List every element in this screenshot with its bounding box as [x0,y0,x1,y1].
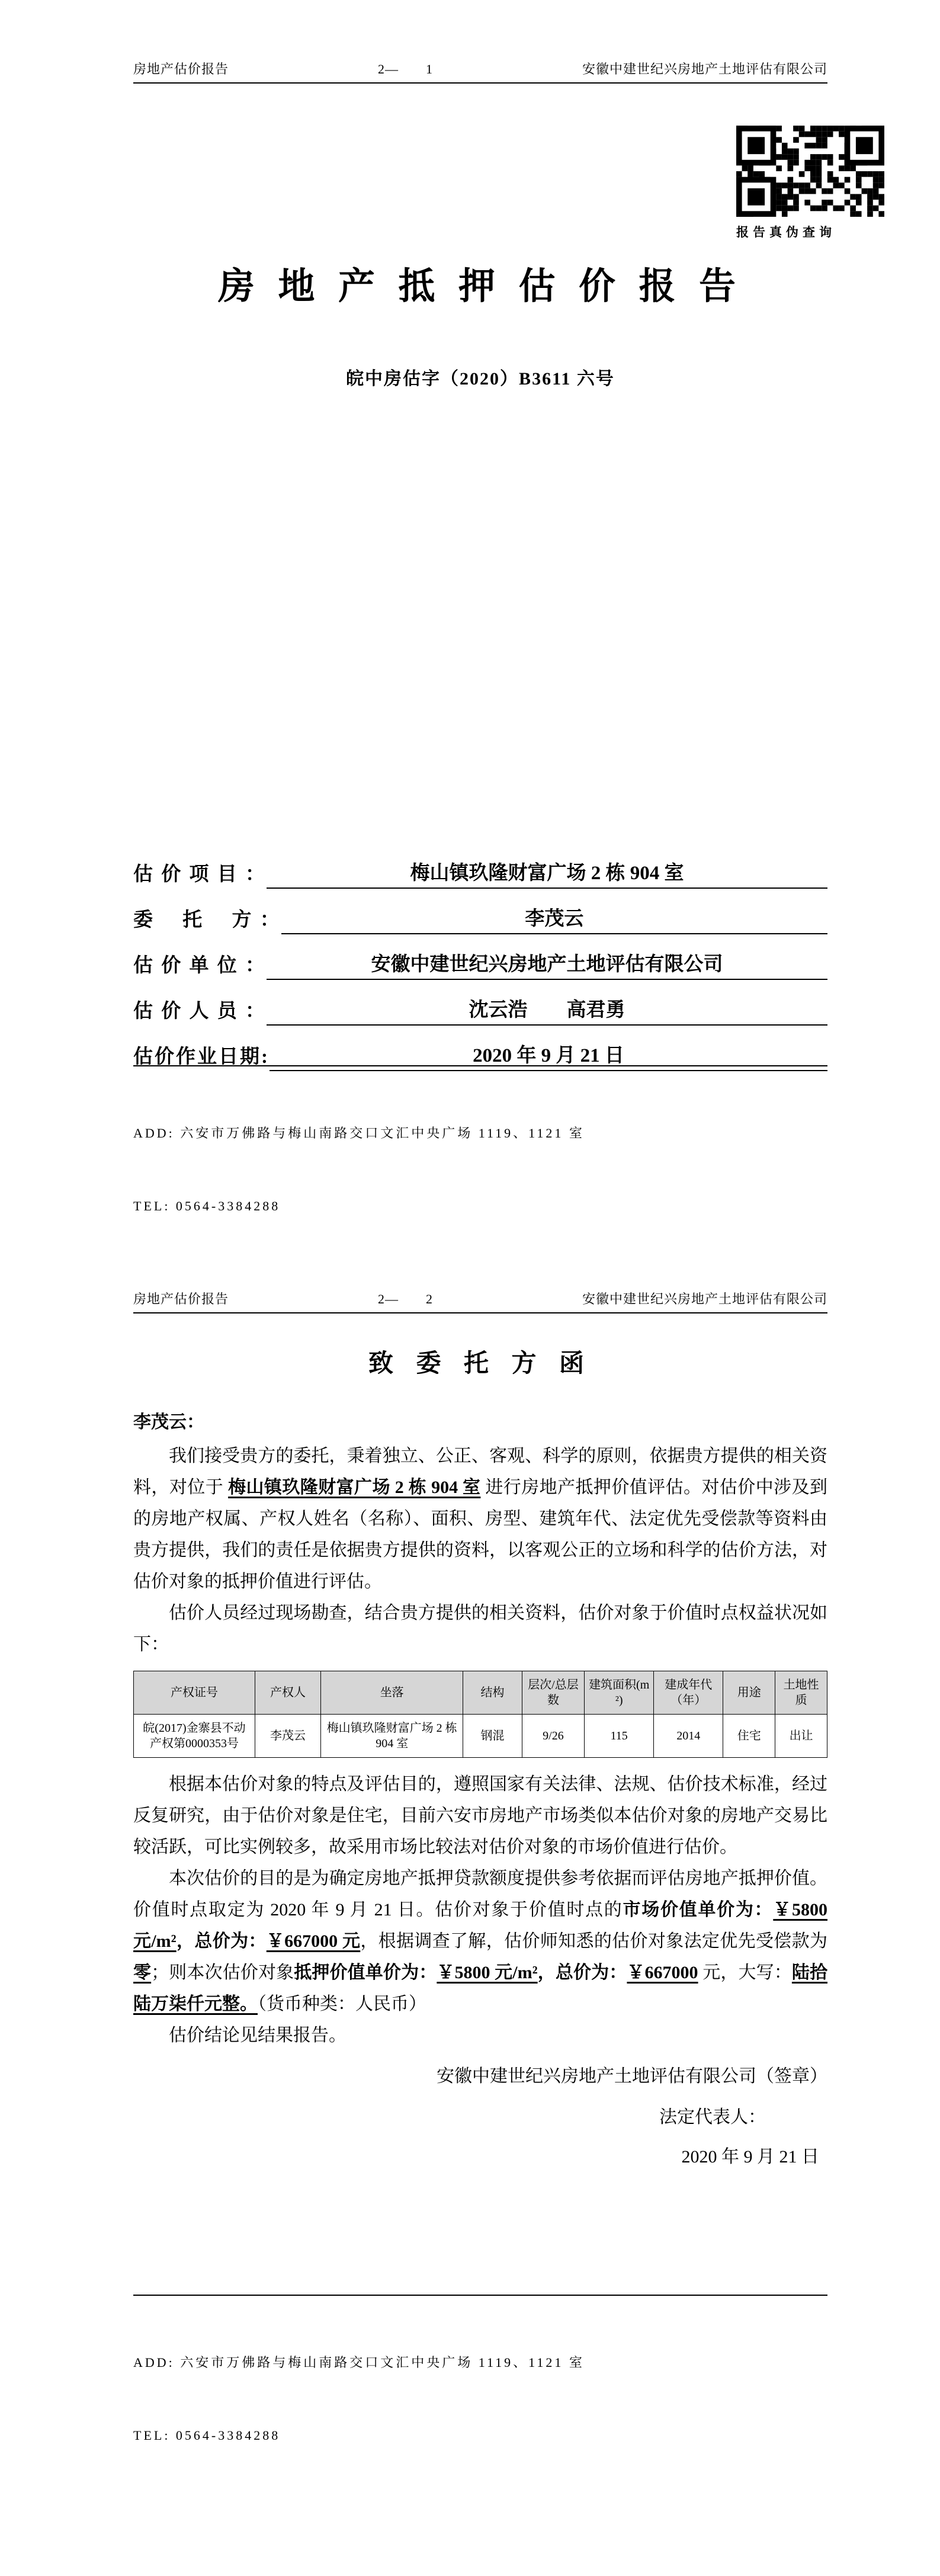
field-row-client [133,889,827,934]
report-cover-page [0,0,940,1280]
table-header-row [134,1671,827,1715]
paragraph-valuation-result [133,1863,827,2020]
text-segment: ，总价为： [176,1931,267,1951]
cell-floor: 9/26 [522,1715,584,1758]
field-label-client: 委 托 方 ： [133,909,281,931]
page-header [133,1289,827,1313]
mortgage-unit-price: ￥5800 元/m² [437,1963,538,1982]
field-label-appraisers: 估 价 人 员 ： [133,1001,267,1022]
table-header-floor: 层次/总层数 [522,1671,584,1715]
signature-legal-rep: 法定代表人： [659,2107,766,2127]
paragraph-method: 根据本估价对象的特点及评估目的，遵照国家有关法律、法规、估价技术标准，经过反复研究，由于估价对象是住宅，目前六安市房地产市场类似本估价对象的房地产交易比较活跃，可比实例较多，故采用市场比较法对估价对象的市场价值进行估价。 [133,1774,827,1857]
cell-owner: 李茂云 [255,1715,320,1758]
footer-address: ADD: 六安市万佛路与梅山南路交口文汇中央广场 1119、1121 室 [133,2355,585,2370]
header-doc-type: 房地产估价报告 [133,1292,229,1306]
header-company: 安徽中建世纪兴房地产土地评估有限公司 [582,62,827,76]
cell-land: 出让 [775,1715,827,1758]
table-header-location: 坐落 [321,1671,463,1715]
table-header-year: 建成年代（年） [654,1671,723,1715]
page-footer [133,1065,827,1267]
field-row-appraisers [133,980,827,1026]
field-value-work-date: 2020 年 9 月 21 日 [270,1040,827,1071]
signature-company: 安徽中建世纪兴房地产土地评估有限公司（签章） [437,2066,827,2086]
field-value-client: 李茂云 [281,903,827,934]
report-title: 房 地 产 抵 押 估 价 报 告 [217,267,743,307]
text-segment: 本次估价的目的是为确定房地产抵押贷款额度提供参考依据而评估房地产抵押价值。价值时点取定为 2020 年 9 月 21 日。估价对象于价值时点的 [133,1869,827,1920]
amount-in-words: 陆拾陆万柒仟元整。 [133,1963,828,2014]
priority-payment-zero: 零 [133,1963,152,1982]
text-segment: 元，大写： [698,1963,792,1982]
qr-caption: 报告真伪查询 [736,225,836,239]
table-header-structure: 结构 [463,1671,522,1715]
text-segment: 市场价值单价为： [623,1900,774,1920]
field-value-agency: 安徽中建世纪兴房地产土地评估有限公司 [267,949,827,980]
footer-tel: TEL: 0564-3384288 [133,2428,281,2443]
page-footer [133,2295,827,2496]
table-header-area: 建筑面积(m²) [585,1671,654,1715]
header-company: 安徽中建世纪兴房地产土地评估有限公司 [582,1292,827,1306]
rights-table [133,1671,827,1758]
header-page-indicator: 2— 2 [377,1292,433,1306]
market-total-price: ￥667000 元 [266,1931,361,1951]
table-header-land: 土地性质 [775,1671,827,1715]
table-header-use: 用途 [723,1671,775,1715]
report-number: 皖中房估字（2020）B3611 六号 [346,369,615,389]
text-segment: ，根据调查了解，估价师知悉的估价对象法定优先受偿款为 [360,1931,828,1951]
cell-cert-no: 皖(2017)金寨县不动产权第0000353号 [134,1715,255,1758]
field-row-work-date [133,1026,827,1071]
paragraph-engagement [133,1440,827,1597]
table-header-cert-no: 产权证号 [134,1671,255,1715]
text-segment: 我们接受贵方的委托，秉着独立、公正、客观、科学的原则，依据贵方提供的相关资料，对位于 [133,1446,827,1497]
subject-property: 梅山镇玖隆财富广场 2 栋 904 室 [228,1478,481,1497]
field-label-project: 估 价 项 目 ： [133,864,267,885]
field-row-agency [133,934,827,980]
cell-structure: 钢混 [463,1715,522,1758]
letter-page [0,1280,940,2576]
paragraph-conclusion: 估价结论见结果报告。 [169,2026,347,2045]
cell-use: 住宅 [723,1715,775,1758]
page-header [133,59,827,84]
footer-tel: TEL: 0564-3384288 [133,1199,281,1213]
cover-fields [133,843,827,1071]
field-label-work-date: 估价作业日期: [133,1046,270,1068]
letter-title: 致 委 托 方 函 [368,1350,592,1377]
cell-location: 梅山镇玖隆财富广场 2 栋 904 室 [321,1715,463,1758]
text-segment: 进行房地产抵押价值评估。对估价中涉及到的房地产权属、产权人姓名（名称）、面积、房型、建筑年代、法定优先受偿款等资料由贵方提供，我们的责任是依据贵方提供的资料，以客观公正的立场和科学的估价方法，对估价对象的抵押价值进行评估。 [133,1478,828,1591]
text-segment: ，总价为： [537,1963,627,1982]
cell-area: 115 [585,1715,654,1758]
cell-year: 2014 [654,1715,723,1758]
signature-date: 2020 年 9 月 21 日 [681,2147,819,2167]
field-value-project: 梅山镇玖隆财富广场 2 栋 904 室 [267,857,827,889]
field-value-appraisers: 沈云浩 高君勇 [267,994,827,1026]
qr-code [736,126,884,217]
footer-address: ADD: 六安市万佛路与梅山南路交口文汇中央广场 1119、1121 室 [133,1126,585,1140]
field-row-project [133,843,827,889]
paragraph-inspection: 估价人员经过现场勘查，结合贵方提供的相关资料，估价对象于价值时点权益状况如下： [133,1603,827,1654]
table-row [134,1715,827,1758]
text-segment: ；则本次估价对象 [151,1963,294,1982]
table-header-owner: 产权人 [255,1671,320,1715]
market-unit-price: ￥5800 元/m² [133,1900,828,1951]
header-doc-type: 房地产估价报告 [133,62,229,76]
text-segment: 抵押价值单价为： [294,1963,437,1982]
header-page-indicator: 2— 1 [377,62,433,76]
mortgage-total-price: ￥667000 [627,1963,698,1982]
field-label-agency: 估 价 单 位 ： [133,955,267,976]
qr-block [736,126,884,241]
salutation: 李茂云： [133,1412,204,1432]
text-segment: （货币种类：人民币） [258,1994,426,2014]
